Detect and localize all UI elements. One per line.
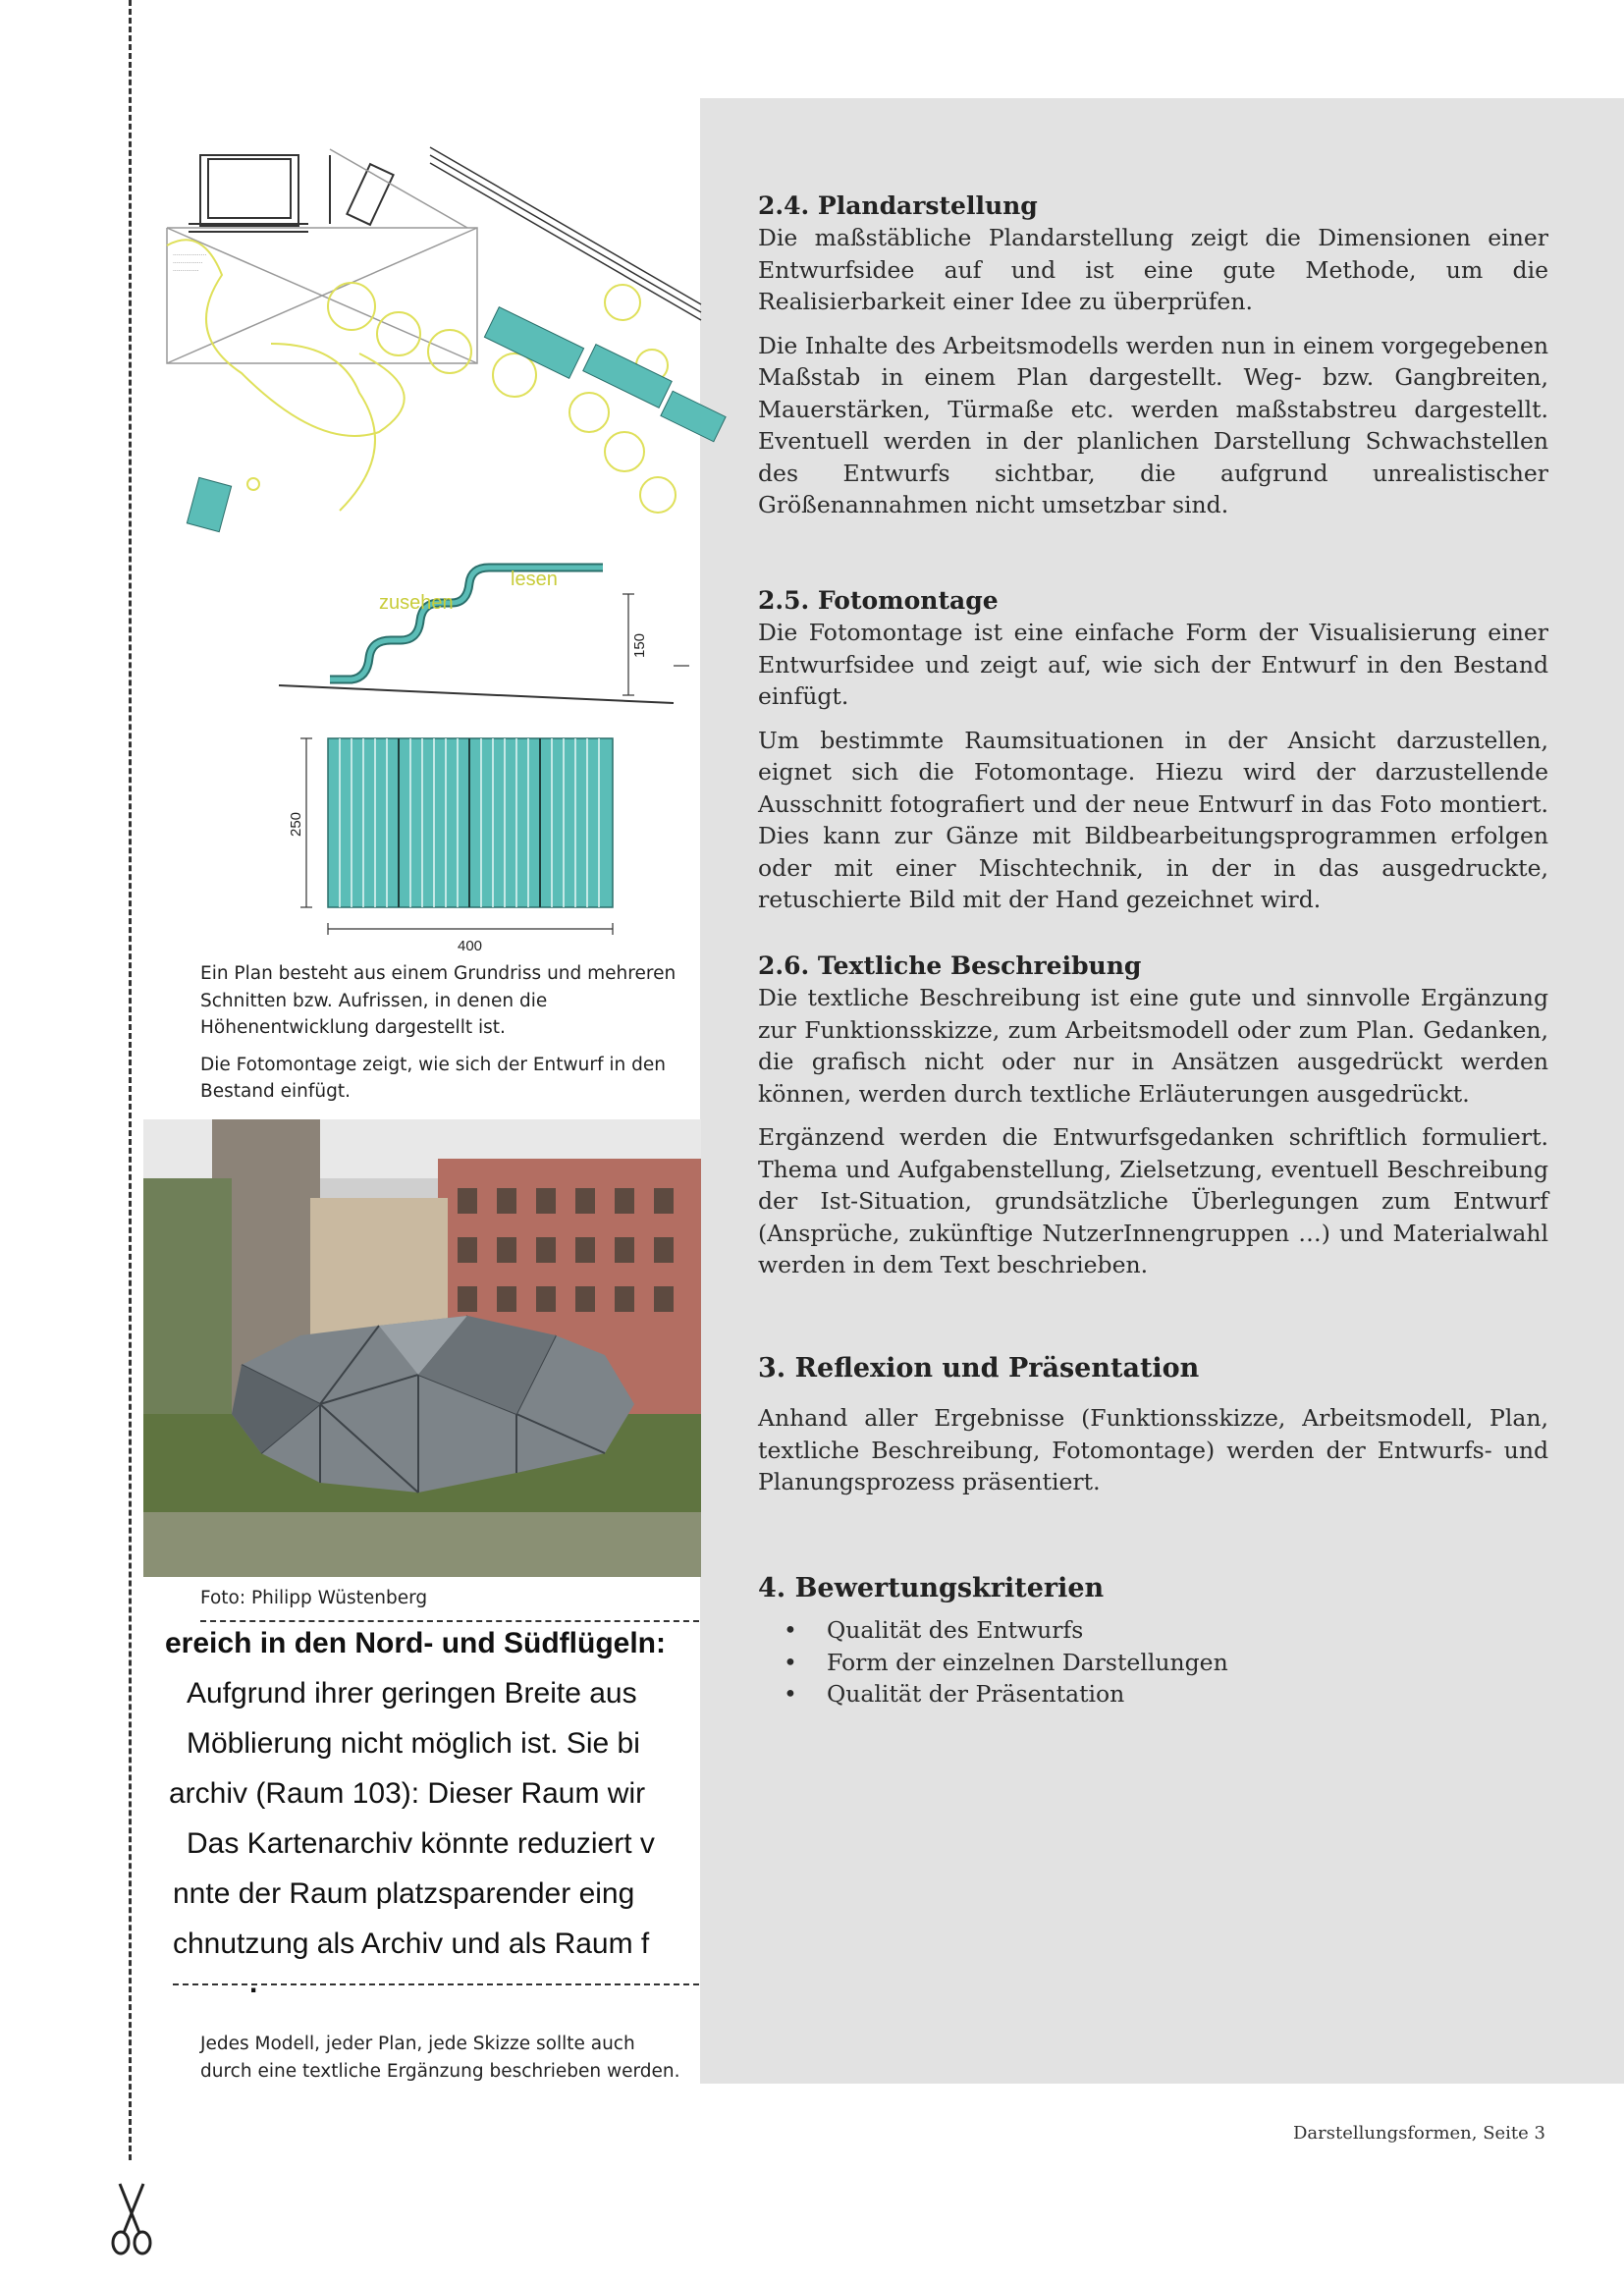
list-item: • Qualität der Präsentation	[758, 1678, 1548, 1711]
paragraph: Die Fotomontage ist eine einfache Form der Visualisierung einer Entwurfsidee und zeigt auf, wie sich der Entwurf in den Bestand einfügt.	[758, 619, 1548, 710]
list-item: • Qualität des Entwurfs	[758, 1614, 1548, 1647]
excerpt-line: Aufgrund ihrer geringen Breite aus	[187, 1677, 637, 1710]
heading-fotomontage: 2.5. Fotomontage	[758, 586, 999, 615]
paragraph: Die maßstäbliche Plandarstellung zeigt die Dimensionen einer Entwurfsidee auf und ist eine gute Methode, um die Realisierbarkeit einer Idee zu überprüfen.	[758, 224, 1548, 315]
page-footer: Darstellungsformen, Seite 3	[1292, 2123, 1545, 2144]
paragraph: Um bestimmte Raumsituationen in der Ansicht darzustellen, eignet sich die Fotomontage. Hiezu wird der darzustellende Ausschnitt fotografiert und der neue Entwurf in das Foto montiert. Dies kann zur Gänze mit Bildbearbeitungsprogrammen erfolgen oder mit einer Mischtechnik, in der in das ausgedruckte, retuschierte Bild mit der Hand gezeichnet wird.	[758, 726, 1548, 913]
section-reflexion	[758, 1353, 1548, 1498]
heading-bewertung: 4. Bewertungskriterien	[758, 1573, 1105, 1603]
dim-depth: 250	[288, 811, 304, 837]
fotomontage-image	[143, 1119, 701, 1577]
bench-top-view	[328, 738, 613, 907]
paragraph: Die Inhalte des Arbeitsmodells werden nun in einem vorgegebenen Maßstab in einem Plan dargestellt. Weg- bzw. Gangbreiten, Mauerstärken, Türmaße etc. werden maßstabstreu dargestellt. Eventuell werden in der planlichen Darstellung Schwachstellen des Entwurfs sichtbar, die aufgrund unrealistischer Größenannahmen nicht umsetzbar sind.	[758, 331, 1548, 518]
section-fotomontage	[758, 585, 1548, 916]
dim-width: 400	[458, 938, 483, 954]
criteria-list	[758, 1614, 1548, 1711]
paragraph: Anhand aller Ergebnisse (Funktionsskizze, Arbeitsmodell, Plan, textliche Beschreibung, Fotomontage) werden der Entwurfs- und Planungsprozess präsentiert.	[758, 1404, 1548, 1495]
paragraph: Die textliche Beschreibung ist eine gute und sinnvolle Ergänzung zur Funktionsskizze, zum Arbeitsmodell oder zum Plan. Gedanken, die grafisch nicht oder nur in Ansätzen ausgedrückt werden können, werden durch textliche Erläuterungen ausgedrückt.	[758, 984, 1548, 1108]
scissors-icon	[110, 2182, 153, 2256]
label-zusehen: zusehen	[379, 592, 454, 614]
plan-drawing	[143, 98, 701, 954]
caption-text-example: Jedes Modell, jeder Plan, jede Skizze sollte auch durch eine textliche Ergänzung beschrieben werden.	[200, 2034, 680, 2082]
svg-text:..................: ..................	[173, 250, 207, 257]
heading-plandarstellung: 2.4. Plandarstellung	[758, 191, 1038, 220]
excerpt-line: Möblierung nicht möglich ist. Sie bi	[187, 1727, 640, 1760]
excerpt-line: chnutzung als Archiv und als Raum f	[173, 1928, 650, 1960]
cut-line	[129, 0, 132, 2160]
svg-text:................: ................	[173, 258, 203, 265]
section-plandarstellung	[758, 190, 1548, 521]
caption-plan: Ein Plan besteht aus einem Grundriss und mehreren Schnitten bzw. Aufrissen, in denen die Höhenentwicklung dargestellt ist.	[200, 963, 677, 1038]
list-item: • Form der einzelnen Darstellungen	[758, 1647, 1548, 1679]
photo-credit: Foto: Philipp Wüstenberg	[200, 1588, 428, 1608]
svg-text:..............: ..............	[173, 266, 199, 273]
excerpt-line: nnte der Raum platzsparender eing	[173, 1877, 635, 1910]
excerpt-line: ereich in den Nord- und Südflügeln:	[165, 1627, 666, 1659]
section-bewertung	[758, 1573, 1548, 1711]
caption-montage: Die Fotomontage zeigt, wie sich der Entwurf in den Bestand einfügt.	[200, 1054, 666, 1102]
dim-height: 150	[631, 632, 648, 658]
excerpt-line: .	[249, 1967, 258, 1999]
excerpt-line: Das Kartenarchiv könnte reduziert v	[187, 1827, 655, 1860]
paragraph: Ergänzend werden die Entwurfsgedanken schriftlich formuliert. Thema und Aufgabenstellung, Zielsetzung, eventuell Beschreibung der Ist-Situation, grundsätzliche Überlegungen zum Entwurf (Ansprüche, zukünftige NutzerInnengruppen …) und Materialwahl werden in dem Text beschrieben.	[758, 1123, 1548, 1278]
excerpt-line: archiv (Raum 103): Dieser Raum wir	[169, 1777, 646, 1810]
heading-reflexion: 3. Reflexion und Präsentation	[758, 1353, 1200, 1384]
label-lesen: lesen	[511, 569, 558, 590]
text-excerpt	[165, 1618, 701, 1999]
section-beschreibung	[758, 950, 1548, 1281]
heading-beschreibung: 2.6. Textliche Beschreibung	[758, 951, 1142, 980]
caption-block	[200, 960, 691, 1106]
